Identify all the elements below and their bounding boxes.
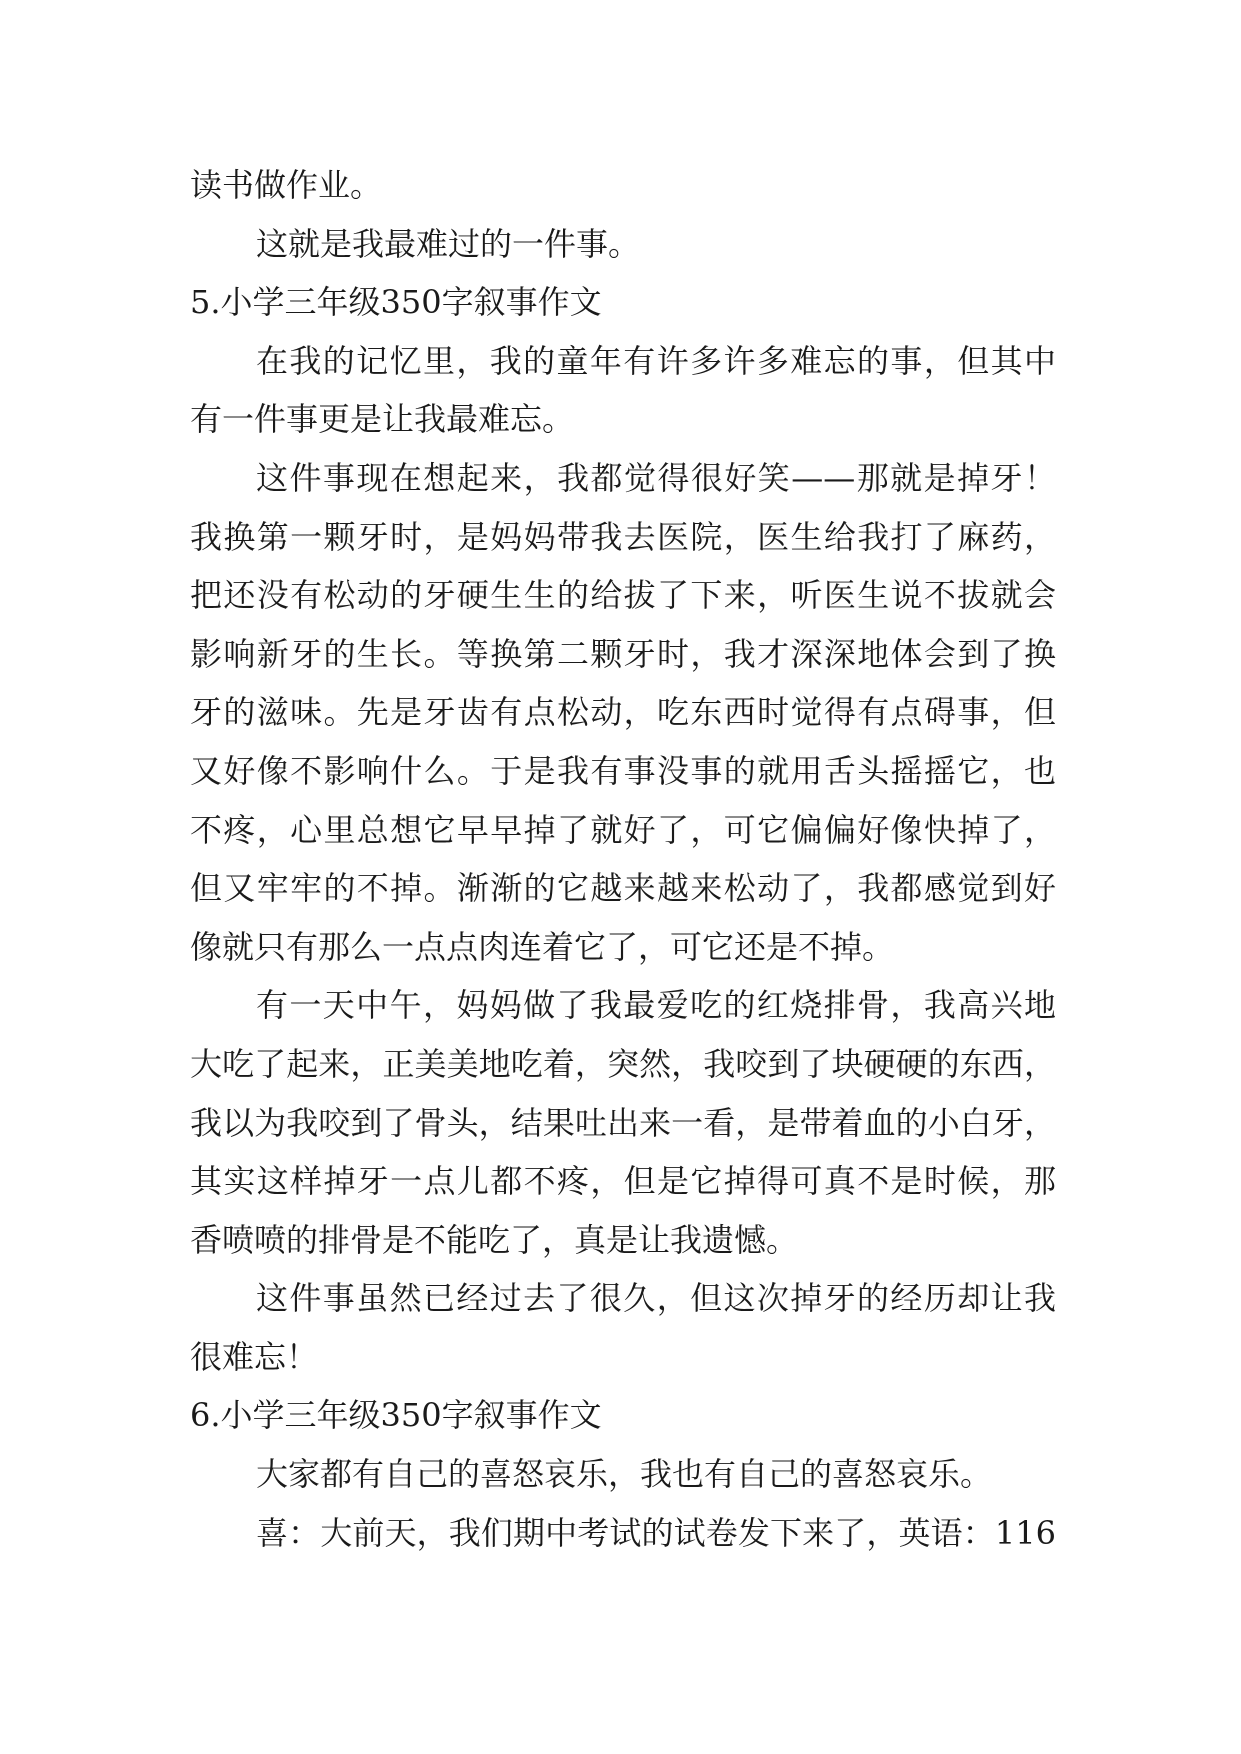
text-line: 香喷喷的排骨是不能吃了，真是让我遗憾。 xyxy=(190,1220,799,1259)
section-heading: 5.小学三年级350字叙事作文 xyxy=(190,283,602,322)
text-line: 读书做作业。 xyxy=(190,166,383,204)
text-line: 大吃了起来，正美美地吃着，突然，我咬到了块硬硬的东西， xyxy=(190,1044,1056,1083)
section-heading: 6.小学三年级350字叙事作文 xyxy=(190,1396,602,1435)
text-line: 但又牢牢的不掉。渐渐的它越来越来松动了，我都感觉到好 xyxy=(190,869,1056,908)
text-line: 在我的记忆里，我的童年有许多许多难忘的事，但其中 xyxy=(256,341,1056,380)
text-line: 有一天中午，妈妈做了我最爱吃的红烧排骨，我高兴地 xyxy=(256,986,1056,1025)
text-line: 影响新牙的生长。等换第二颗牙时，我才深深地体会到了换 xyxy=(190,634,1056,673)
text-line: 这就是我最难过的一件事。 xyxy=(256,224,641,263)
document-page xyxy=(190,156,1056,1562)
text-line: 其实这样掉牙一点儿都不疼，但是它掉得可真不是时候，那 xyxy=(190,1162,1056,1201)
text-line: 像就只有那么一点点肉连着它了，可它还是不掉。 xyxy=(190,927,895,966)
text-line: 很难忘！ xyxy=(190,1337,319,1376)
text-line: 有一件事更是让我最难忘。 xyxy=(190,400,575,439)
text-line: 这件事现在想起来，我都觉得很好笑——那就是掉牙！ xyxy=(256,458,1056,497)
text-line: 牙的滋味。先是牙齿有点松动，吃东西时觉得有点碍事，但 xyxy=(190,693,1056,732)
text-line: 喜：大前天，我们期中考试的试卷发下来了，英语：116 xyxy=(256,1513,1056,1552)
text-line: 我以为我咬到了骨头，结果吐出来一看，是带着血的小白牙， xyxy=(190,1103,1056,1142)
text-line: 不疼，心里总想它早早掉了就好了，可它偏偏好像快掉了， xyxy=(190,810,1056,849)
text-line: 大家都有自己的喜怒哀乐，我也有自己的喜怒哀乐。 xyxy=(256,1455,993,1494)
text-line: 这件事虽然已经过去了很久，但这次掉牙的经历却让我 xyxy=(256,1279,1056,1318)
text-line: 又好像不影响什么。于是我有事没事的就用舌头摇摇它，也 xyxy=(190,751,1056,790)
text-line: 把还没有松动的牙硬生生的给拔了下来，听医生说不拔就会 xyxy=(190,576,1056,615)
text-line: 我换第一颗牙时，是妈妈带我去医院，医生给我打了麻药， xyxy=(190,517,1056,556)
